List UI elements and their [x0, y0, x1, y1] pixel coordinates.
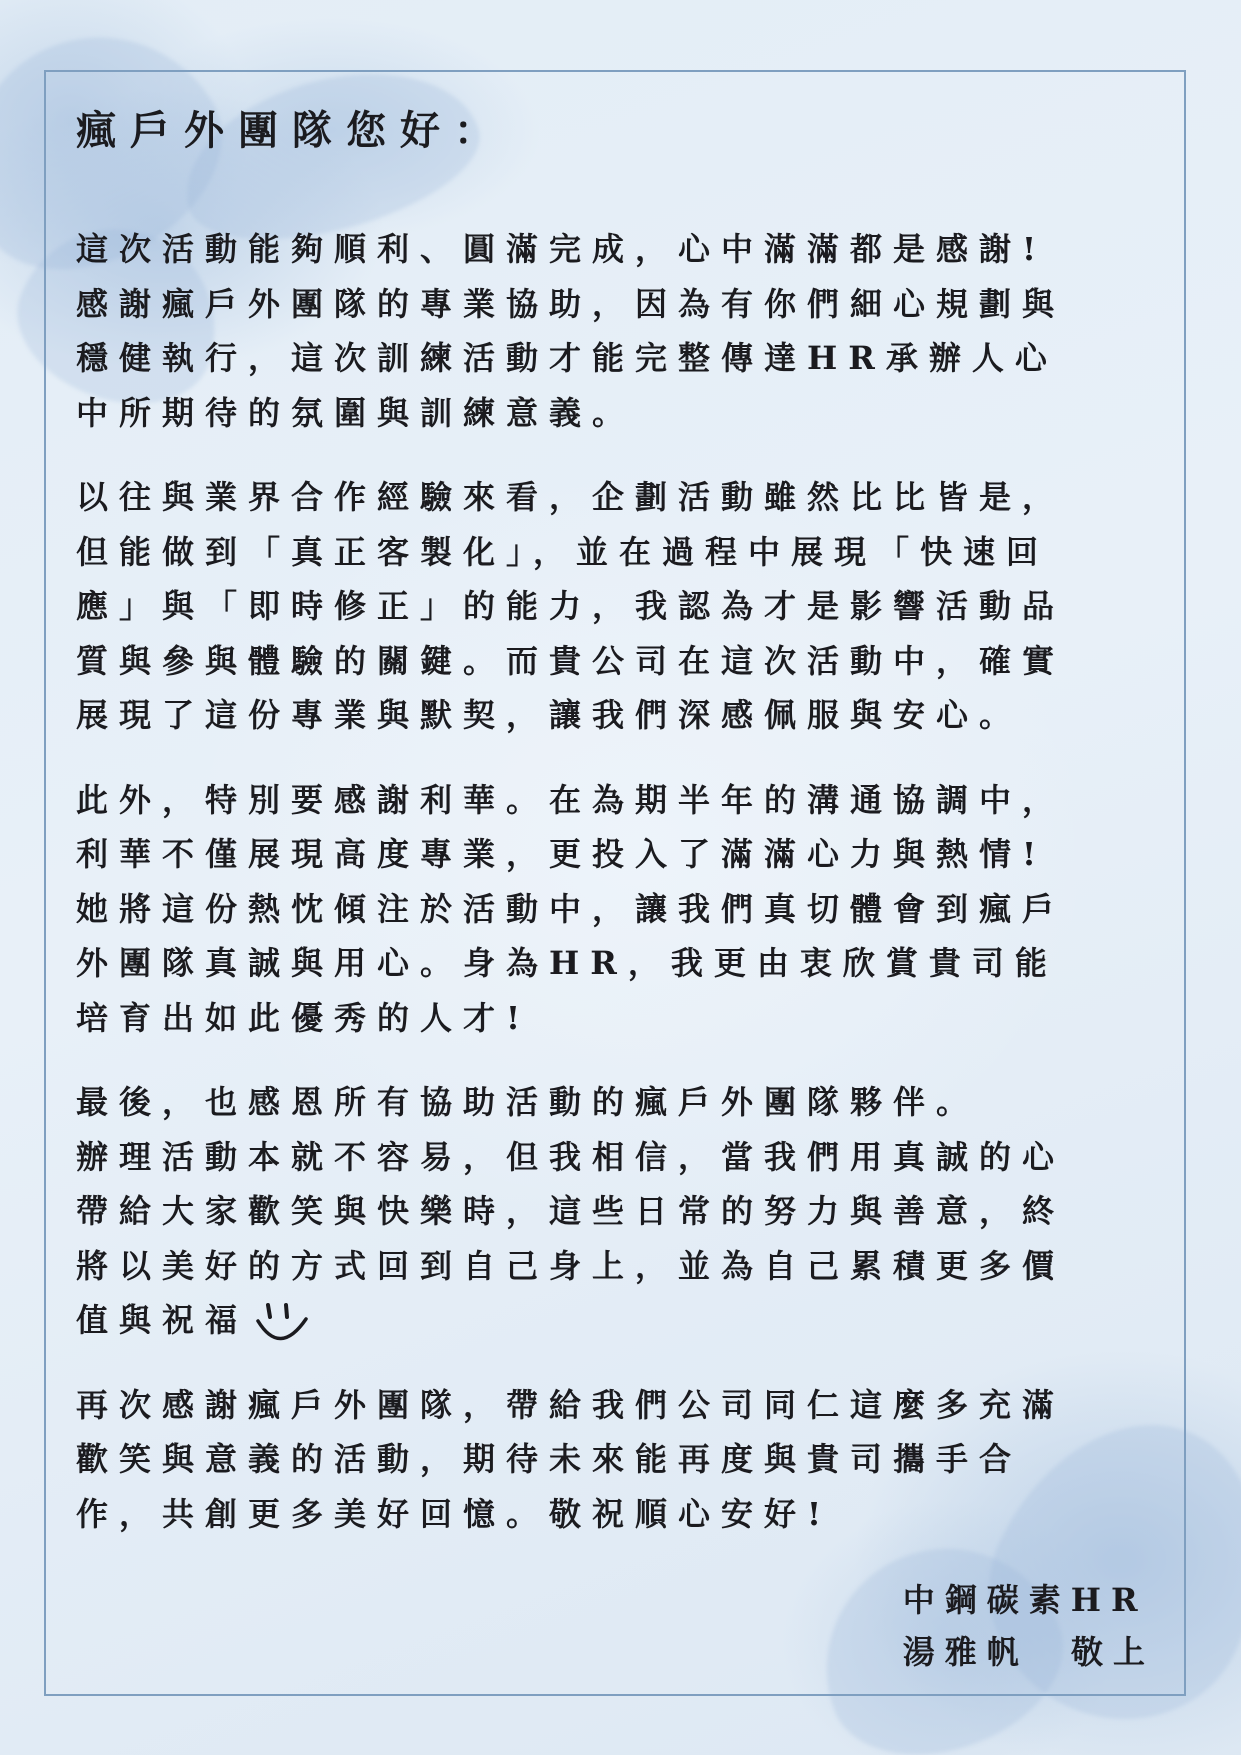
- letter-line: 但能做到「真正客製化」，並在過程中展現「快速回: [76, 532, 1050, 571]
- signature-closing: 湯雅帆 敬上: [902, 1633, 1155, 1671]
- letter-line: 作，共創更多美好回憶。敬祝順心安好!: [76, 1494, 833, 1533]
- letter-line: 外團隊真誠與用心。身為HR，我更由衷欣賞貴司能: [76, 944, 1058, 982]
- letter-signature: [903, 1574, 1155, 1678]
- letter-paragraph: [76, 1075, 1171, 1348]
- letter-paragraph: [76, 773, 1171, 1046]
- letter-line: 質與參與體驗的關鍵。而貴公司在這次活動中，確實: [76, 641, 1066, 680]
- letter-line: 將以美好的方式回到自己身上，並為自己累積更多價: [76, 1246, 1066, 1285]
- letter-paragraph: [76, 222, 1171, 440]
- letter-line: 帶給大家歡笑與快樂時，這些日常的努力與善意，終: [76, 1192, 1066, 1230]
- letter-greeting: 瘋戶外團隊您好：: [76, 107, 508, 154]
- letter-line: 她將這份熱忱傾注於活動中，讓我們真切體會到瘋戶: [76, 889, 1066, 928]
- letter-paragraph: [76, 470, 1171, 743]
- letter-line: 應」與「即時修正」的能力，我認為才是影響活動品: [76, 587, 1066, 625]
- letter-paragraph: [76, 1378, 1171, 1542]
- letter-line: 穩健執行，這次訓練活動才能完整傳達HR承辦人心: [76, 339, 1058, 377]
- letter-line: 辦理活動本就不容易，但我相信，當我們用真誠的心: [76, 1137, 1066, 1176]
- letter-line: 再次感謝瘋戶外團隊，帶給我們公司同仁這麼多充滿: [76, 1385, 1066, 1424]
- letter-line: 利華不僅展現高度專業，更投入了滿滿心力與熱情!: [76, 835, 1048, 873]
- signature-company: 中鋼碳素HR: [902, 1581, 1148, 1619]
- letter-line-with-smile: [76, 1293, 1171, 1348]
- letter-body: [76, 96, 1171, 1571]
- letter-line: 這次活動能夠順利、圓滿完成，心中滿滿都是感謝!: [76, 230, 1048, 268]
- letter-line: 培育出如此優秀的人才!: [76, 998, 532, 1037]
- letter-line-text: 值與祝福: [76, 1301, 249, 1339]
- letter-line: 最後，也感恩所有協助活動的瘋戶外團隊夥伴。: [76, 1083, 980, 1121]
- smile-icon: [252, 1299, 316, 1347]
- letter-line: 此外，特別要感謝利華。在為期半年的溝通協調中，: [76, 780, 1066, 819]
- letter-line: 中所期待的氛圍與訓練意義。: [76, 393, 636, 432]
- letter-line: 感謝瘋戶外團隊的專業協助，因為有你們細心規劃與: [76, 284, 1066, 323]
- letter-line: 歡笑與意義的活動，期待未來能再度與貴司攜手合: [76, 1440, 1023, 1478]
- letter-line: 展現了這份專業與默契，讓我們深感佩服與安心。: [76, 696, 1023, 734]
- letter-line: 以往與業界合作經驗來看，企劃活動雖然比比皆是，: [76, 478, 1066, 516]
